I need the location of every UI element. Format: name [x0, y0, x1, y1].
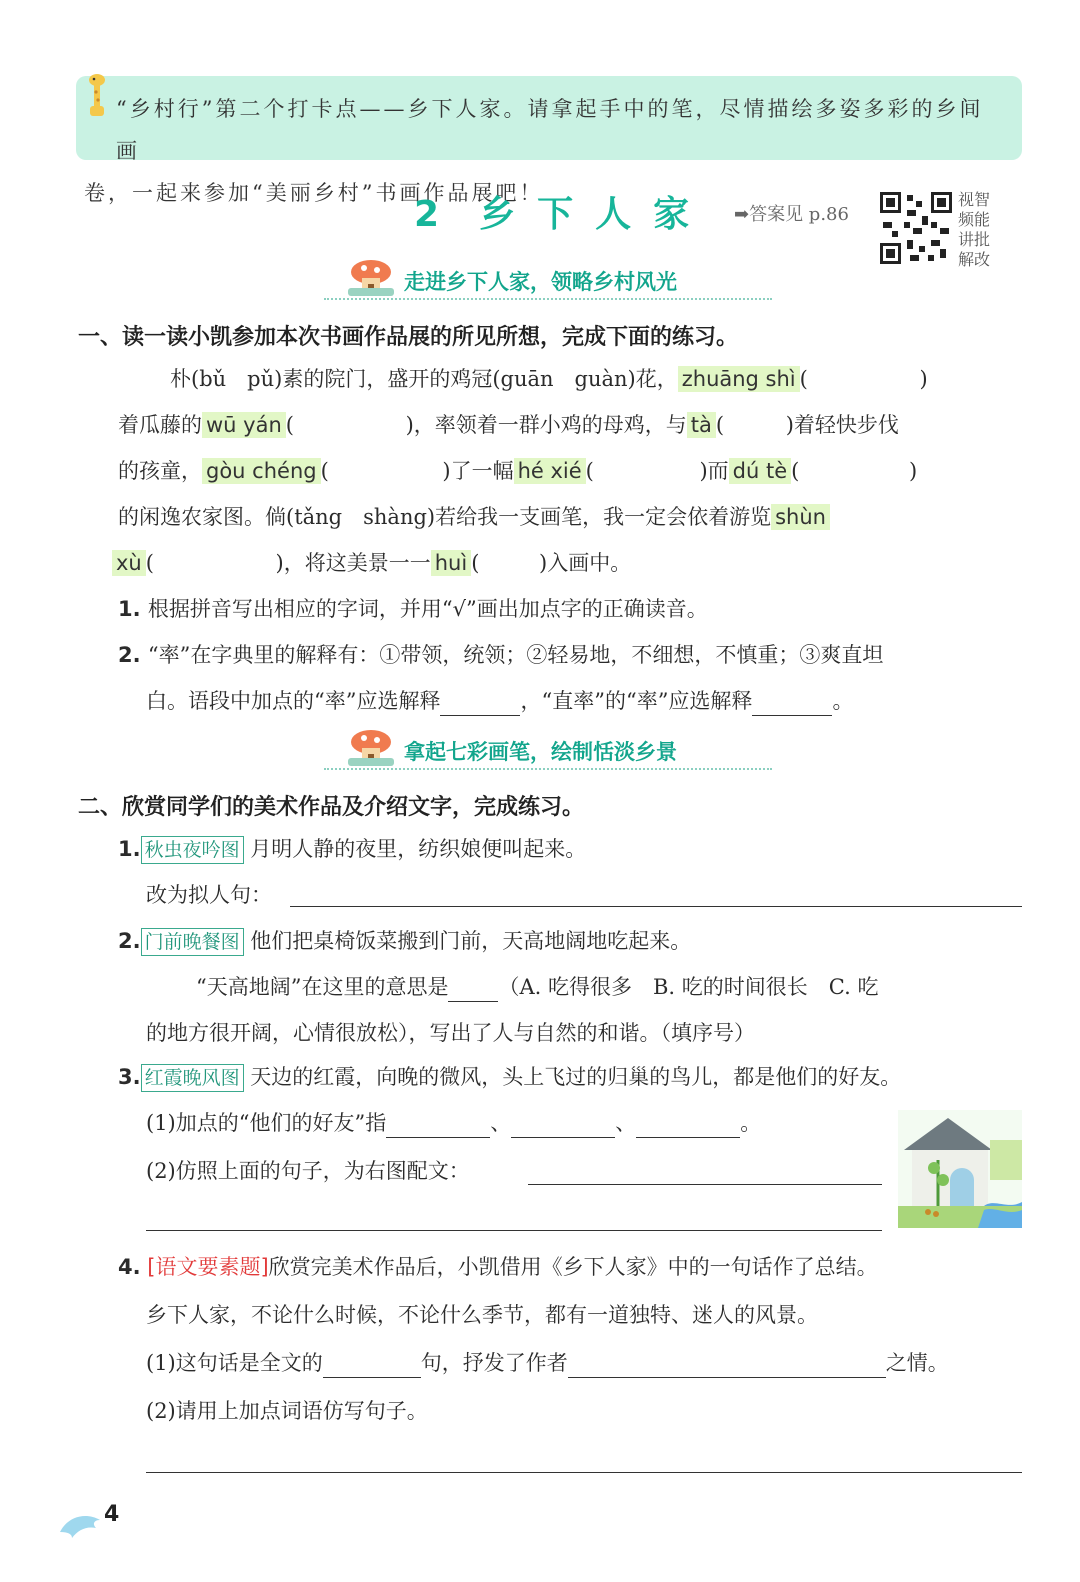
artwork-tag: 门前晚餐图 [141, 928, 244, 956]
subquestion-text: 根据拼音写出相应的字词，并用“√”画出加点字的正确读音。 [147, 597, 708, 621]
item-text: 欣赏完美术作品后，小凯借用《乡下人家》中的一句话作了总结。 [268, 1255, 878, 1279]
item-2-3-sub2: (2)仿照上面的句子，为右图配文： [146, 1159, 470, 1183]
passage-text: 朴(bǔ pǔ)素的院门，盛开的鸡冠(guān guàn)花， [170, 367, 678, 391]
passage-line-3 [118, 456, 917, 486]
pinyin-ta: tà [687, 412, 716, 438]
mushroom-house-icon [344, 258, 398, 298]
village-house-picture [898, 1110, 1022, 1228]
question-2-heading: 二、欣赏同学们的美术作品及介绍文字，完成练习。 [78, 795, 585, 820]
answer-blank[interactable] [752, 693, 832, 716]
item-text: 之情。 [885, 1351, 949, 1375]
mushroom-house-icon [344, 728, 398, 768]
lesson-name: 乡下人家 [479, 194, 712, 235]
passage-text: 了一幅 [450, 459, 514, 483]
item-2-1: 1. 秋虫夜吟图 月明人静的夜里，纺织娘便叫起来。 [118, 834, 586, 864]
subquestion-text: 白。语段中加点的“率”应选解释 [146, 689, 441, 713]
answer-paren[interactable]: ( ) [791, 459, 918, 483]
passage-text: 的闲逸农家图。倘(tǎng shàng)若给我一支画笔，我一定会依着游览 [118, 505, 772, 529]
item-text: 句，抒发了作者 [420, 1351, 568, 1375]
pinyin-goucheng: gòu chéng [202, 458, 321, 484]
item-text: （A. 吃得很多 B. 吃的时间很长 C. 吃 [498, 975, 879, 999]
passage-text: 着瓜藤的 [118, 413, 202, 437]
answer-paren[interactable]: ( ) [471, 551, 548, 575]
passage-text: 而 [707, 459, 729, 483]
subquestion-1-2-cont [146, 686, 853, 716]
pinyin-zhuangshi: zhuāng shì [678, 366, 800, 392]
intro-line-2: 卷，一起来参加“美丽乡村”书画作品展吧！ [84, 181, 544, 205]
artwork-tag: 红霞晚风图 [141, 1064, 244, 1092]
section-1-divider [324, 298, 772, 300]
page-number: 4 [104, 1502, 120, 1527]
subquestion-1-1: 1. 根据拼音写出相应的字词，并用“√”画出加点字的正确读音。 [118, 597, 708, 621]
lesson-title [414, 186, 711, 237]
item-text: 他们把桌椅饭菜搬到门前，天高地阔地吃起来。 [250, 929, 692, 953]
item-text: 天边的红霞，向晚的微风，头上飞过的归巢的鸟儿，都是他们的好友。 [250, 1065, 902, 1089]
pinyin-wuyan: wū yán [202, 412, 286, 438]
answer-reference: ➡答案见 p.86 [734, 204, 849, 225]
answer-paren[interactable]: ( ) [715, 413, 794, 437]
answer-paren[interactable]: ( ) [320, 459, 451, 483]
artwork-tag: 秋虫夜吟图 [141, 836, 244, 864]
passage-line-1 [170, 364, 928, 394]
passage-text: 着轻快步伐 [793, 413, 899, 437]
item-2-2-question [196, 972, 878, 1002]
chinese-element-tag: [语文要素题] [147, 1255, 269, 1279]
item-text: (1)加点的“他们的好友”指 [146, 1111, 387, 1135]
pinyin-hui: huì [431, 550, 471, 576]
answer-line[interactable] [528, 1184, 882, 1185]
subquestion-text: 。 [832, 689, 854, 713]
answer-paren[interactable]: ( ) [585, 459, 708, 483]
item-2-4: 4. [语文要素题]欣赏完美术作品后，小凯借用《乡下人家》中的一句话作了总结。 [118, 1255, 878, 1279]
item-2-4-sub2: (2)请用上加点词语仿写句子。 [146, 1399, 428, 1423]
item-text: 月明人静的夜里，纺织娘便叫起来。 [250, 837, 587, 861]
answer-line[interactable] [146, 1472, 1022, 1473]
passage-line-2 [118, 410, 899, 440]
giraffe-icon [84, 70, 110, 118]
answer-line[interactable] [146, 1230, 882, 1231]
passage-line-5 [112, 548, 631, 578]
item-text: “天高地阔”在这里的意思是 [196, 975, 449, 999]
item-2-1-prompt: 改为拟人句： [146, 883, 272, 907]
item-2-3-sub1: (1)加点的“他们的好友”指 、 、 。 [146, 1108, 761, 1138]
item-text: (1)这句话是全文的 [146, 1351, 323, 1375]
passage-text: ，将这美景一一 [283, 551, 431, 575]
section-2-title: 拿起七彩画笔，绘制恬淡乡景 [404, 740, 677, 764]
subquestion-text: “率”在字典里的解释有：①带领，统领；②轻易地，不细想，不慎重；③爽直坦 [147, 643, 884, 667]
passage-text: 入画中。 [547, 551, 632, 575]
answer-blank[interactable] [440, 693, 520, 716]
answer-blank[interactable] [511, 1115, 615, 1138]
item-2-3: 3. 红霞晚风图 天边的红霞，向晚的微风，头上飞过的归巢的鸟儿，都是他们的好友。 [118, 1062, 901, 1092]
item-2-4-quote: 乡下人家，不论什么时候，不论什么季节，都有一道独特、迷人的风景。 [146, 1303, 818, 1327]
answer-paren[interactable]: ( ) [145, 551, 284, 575]
answer-line[interactable] [290, 906, 1022, 907]
subquestion-1-2: 2. “率”在字典里的解释有：①带领，统领；②轻易地，不细想，不慎重；③爽直坦 [118, 643, 884, 667]
answer-blank[interactable] [636, 1115, 740, 1138]
pinyin-hexie: hé xié [514, 458, 586, 484]
qr-code-icon[interactable] [880, 192, 952, 264]
pinyin-xu: xù [112, 550, 146, 576]
question-1-heading: 一、读一读小凯参加本次书画作品展的所见所想，完成下面的练习。 [78, 325, 739, 350]
passage-text: ，率领着一群小鸡的母鸡，与 [413, 413, 687, 437]
section-2-divider [324, 768, 772, 770]
item-2-4-sub1 [146, 1348, 949, 1378]
answer-blank[interactable] [568, 1355, 886, 1378]
item-2-2-question-cont: 的地方很开阔，心情很放松），写出了人与自然的和谐。（填序号） [146, 1021, 755, 1045]
item-2-2: 2. 门前晚餐图 他们把桌椅饭菜搬到门前，天高地阔地吃起来。 [118, 926, 691, 956]
answer-paren[interactable]: ( ) [799, 367, 928, 391]
pinyin-shun: shùn [771, 504, 830, 530]
passage-text: 的孩童， [118, 459, 202, 483]
intro-line-1: “乡村行”第二个打卡点——乡下人家。请拿起手中的笔，尽情描绘多姿多彩的乡间画 [116, 97, 984, 163]
pinyin-dute: dú tè [729, 458, 791, 484]
answer-blank[interactable] [323, 1355, 421, 1378]
passage-line-4 [118, 502, 830, 532]
answer-paren[interactable]: ( ) [285, 413, 414, 437]
lesson-number: 2 [414, 194, 440, 235]
dolphin-icon [56, 1508, 106, 1542]
subquestion-text: ，“直率”的“率”应选解释 [520, 689, 753, 713]
qr-label: 视智频能讲批解改 [958, 190, 991, 269]
answer-blank[interactable] [448, 979, 498, 1002]
answer-blank[interactable] [386, 1115, 490, 1138]
section-1-title: 走进乡下人家，领略乡村风光 [404, 270, 677, 294]
